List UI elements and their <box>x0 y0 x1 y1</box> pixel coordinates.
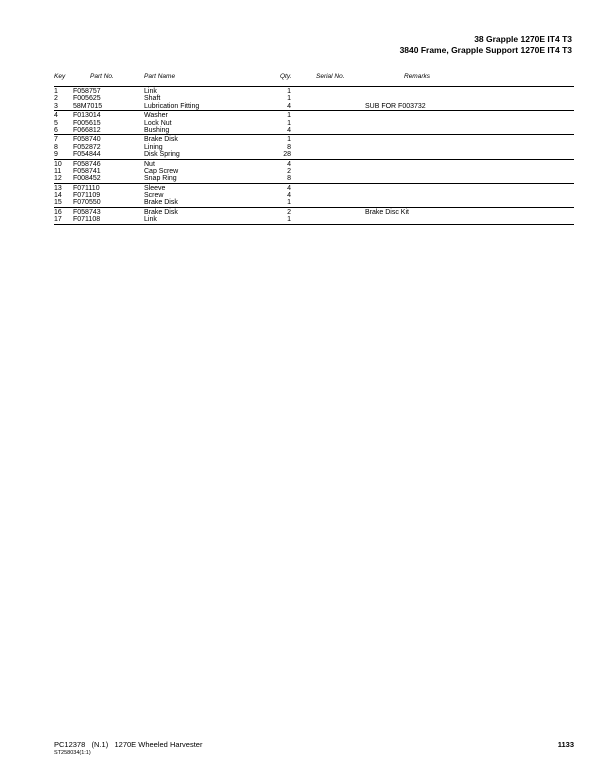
row-qty: 4 <box>287 184 291 192</box>
row-key: 6 <box>54 126 58 134</box>
row-key: 11 <box>54 167 62 175</box>
row-part-name: Brake Disk <box>144 136 178 144</box>
header-part-no: Part No. <box>90 73 114 80</box>
row-group <box>54 184 574 208</box>
row-part-no: F058757 <box>73 88 101 95</box>
row-qty: 1 <box>287 216 291 224</box>
row-qty: 1 <box>287 199 291 207</box>
row-qty: 1 <box>287 88 291 95</box>
row-key: 10 <box>54 160 62 168</box>
row-part-no: F058741 <box>73 167 101 175</box>
table-row <box>54 103 574 110</box>
row-remarks: Brake Disc Kit <box>365 208 409 216</box>
row-part-name: Lining <box>144 143 163 151</box>
header-part-name: Part Name <box>144 73 176 80</box>
row-key: 16 <box>54 208 62 216</box>
table-row <box>54 161 574 168</box>
table-body <box>54 87 574 225</box>
row-group <box>54 208 574 225</box>
row-part-name: Link <box>144 216 157 224</box>
row-part-name: Washer <box>144 112 168 120</box>
row-key: 2 <box>54 95 58 103</box>
row-qty: 2 <box>287 167 291 175</box>
row-qty: 1 <box>287 112 291 120</box>
table-row <box>54 95 574 102</box>
row-qty: 4 <box>287 126 291 134</box>
row-part-no: F058746 <box>73 160 101 168</box>
table-row <box>54 151 574 158</box>
row-part-name: Cap Screw <box>144 167 179 175</box>
row-qty: 4 <box>287 160 291 168</box>
row-key: 4 <box>54 112 58 120</box>
row-key: 5 <box>54 119 58 127</box>
table-row <box>54 112 574 119</box>
row-part-name: Brake Disk <box>144 208 178 216</box>
row-qty: 4 <box>287 192 291 200</box>
table-row <box>54 209 574 216</box>
row-key: 7 <box>54 136 58 144</box>
row-key: 9 <box>54 151 58 159</box>
row-part-no: F066812 <box>73 126 101 134</box>
row-part-no: F071110 <box>73 184 100 192</box>
row-part-no: F052872 <box>73 143 101 151</box>
row-part-no: F013014 <box>73 112 101 120</box>
row-key: 3 <box>54 102 58 110</box>
row-part-name: Disk Spring <box>144 151 180 159</box>
row-group <box>54 160 574 184</box>
header-remarks: Remarks <box>404 73 431 80</box>
row-part-name: Nut <box>144 160 155 168</box>
table-row <box>54 144 574 151</box>
footer-revision: (N.1) <box>91 740 109 749</box>
row-part-no: F005625 <box>73 95 101 103</box>
footer-catalog-line <box>54 740 202 749</box>
header-serial-no: Serial No. <box>316 73 345 80</box>
row-key: 15 <box>54 199 62 207</box>
page-number: 1133 <box>557 740 574 749</box>
page-title: 38 Grapple 1270E IT4 T3 <box>474 34 572 44</box>
row-part-name: Bushing <box>144 126 170 134</box>
header-key: Key <box>54 73 66 80</box>
row-part-no: F070550 <box>73 199 101 207</box>
row-part-name: Snap Ring <box>144 175 177 183</box>
row-part-name: Shaft <box>144 95 161 103</box>
table-row <box>54 168 574 175</box>
row-group <box>54 87 574 111</box>
row-key: 17 <box>54 216 62 224</box>
row-part-name: Sleeve <box>144 184 166 192</box>
footer-catalog: PC12378 <box>54 740 86 749</box>
table-row <box>54 175 574 182</box>
row-key: 1 <box>54 88 58 95</box>
row-qty: 1 <box>287 136 291 144</box>
row-key: 14 <box>54 192 62 200</box>
row-qty: 8 <box>287 175 291 183</box>
footer-model: 1270E Wheeled Harvester <box>114 740 203 749</box>
table-row <box>54 199 574 206</box>
row-key: 12 <box>54 175 62 183</box>
row-key: 8 <box>54 143 58 151</box>
table-row <box>54 192 574 199</box>
table-row <box>54 120 574 127</box>
row-remarks: SUB FOR F003732 <box>365 102 426 110</box>
parts-table <box>54 72 574 225</box>
row-group <box>54 135 574 159</box>
table-row <box>54 136 574 143</box>
table-header <box>54 72 574 87</box>
row-qty: 1 <box>287 95 291 103</box>
row-part-no: F054844 <box>73 151 101 159</box>
row-part-no: F071109 <box>73 192 101 200</box>
row-part-no: F071108 <box>73 216 101 224</box>
row-group <box>54 111 574 135</box>
row-qty: 1 <box>287 119 291 127</box>
row-qty: 8 <box>287 143 291 151</box>
row-qty: 4 <box>287 102 291 110</box>
row-part-name: Link <box>144 88 157 95</box>
table-row <box>54 88 574 95</box>
footer-code: ST258034(1:1) <box>54 750 91 756</box>
row-part-no: F005615 <box>73 119 101 127</box>
row-qty: 28 <box>283 151 291 159</box>
row-part-name: Brake Disk <box>144 199 178 207</box>
row-part-no: F008452 <box>73 175 101 183</box>
table-row <box>54 185 574 192</box>
page-subtitle: 3840 Frame, Grapple Support 1270E IT4 T3 <box>399 45 572 55</box>
row-part-name: Lock Nut <box>144 119 172 127</box>
row-part-name: Screw <box>144 192 164 200</box>
row-part-no: 58M7015 <box>73 102 103 110</box>
table-row <box>54 216 574 223</box>
row-qty: 2 <box>287 208 291 216</box>
row-key: 13 <box>54 184 62 192</box>
row-part-no: F058743 <box>73 208 101 216</box>
row-part-no: F058740 <box>73 136 101 144</box>
header-qty: Qty. <box>280 73 292 80</box>
table-row <box>54 127 574 134</box>
row-part-name: Lubrication Fitting <box>144 102 200 110</box>
